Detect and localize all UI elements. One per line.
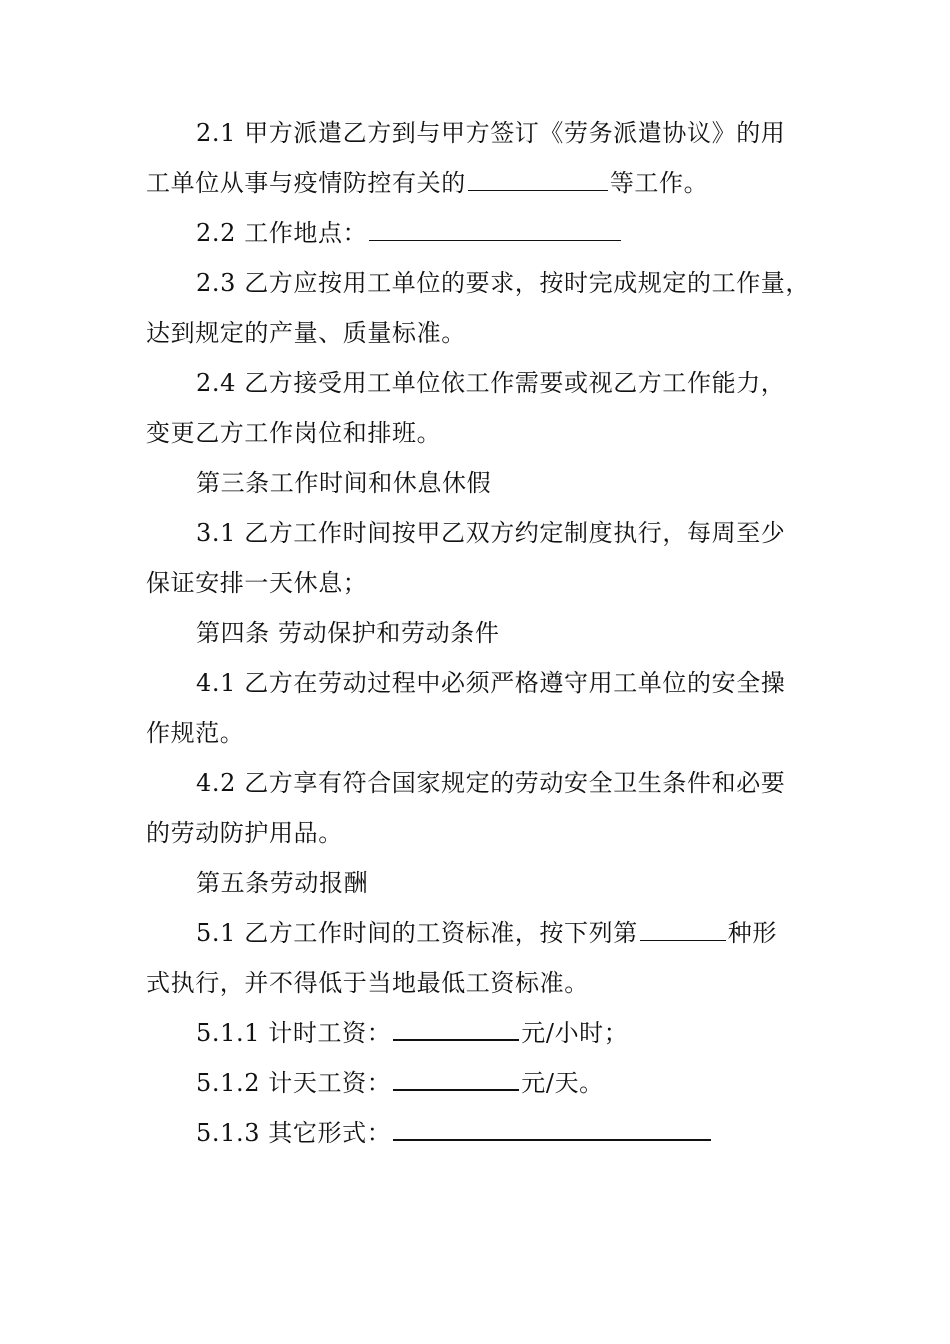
work-location-blank[interactable] [369,220,621,241]
clause-4-2-line-1 [196,768,785,798]
clause-4-2-line-2 [146,818,343,848]
text: 5.1.3 其它形式： [196,1119,392,1147]
text: 2.3 乙方应按用工单位的要求，按时完成规定的工作量， [196,269,810,297]
text: 式执行，并不得低于当地最低工资标准。 [146,969,589,997]
text: 2.2 工作地点： [196,219,368,247]
text: 3.1 乙方工作时间按甲乙双方约定制度执行，每周至少 [196,519,786,547]
text: 第四条 劳动保护和劳动条件 [196,619,500,647]
clause-4-1-line-1 [196,668,785,698]
clause-5-1-3 [196,1118,713,1148]
text: 第五条劳动报酬 [196,869,369,897]
pay-form-choice-blank[interactable] [640,920,726,941]
text: 5.1.1 计时工资： [196,1019,392,1047]
text: 2.1 甲方派遣乙方到与甲方签订《劳务派遣协议》的用 [196,119,786,147]
text: 第三条工作时间和休息休假 [196,469,492,497]
text: 5.1.2 计天工资： [196,1069,392,1097]
hourly-wage-blank[interactable] [393,1019,519,1041]
daily-wage-blank[interactable] [393,1069,519,1091]
text: 种形 [727,919,777,947]
text: 元/天。 [521,1069,604,1097]
text: 保证安排一天休息； [146,569,368,597]
clause-3-1-line-2 [146,568,367,598]
text: 2.4 乙方接受用工单位依工作需要或视乙方工作能力， [196,369,786,397]
text: 元/小时； [521,1019,629,1047]
clause-2-3-line-1 [196,268,810,298]
other-form-blank[interactable] [393,1119,711,1141]
text: 等工作。 [609,169,709,197]
text: 5.1 乙方工作时间的工资标准，按下列第 [196,919,638,947]
clause-2-3-line-2 [146,318,466,348]
text: 达到规定的产量、质量标准。 [146,319,466,347]
text: 工单位从事与疫情防控有关的 [146,169,466,197]
clause-5-1-1 [196,1018,628,1048]
clause-2-1-line-2 [146,168,708,198]
clause-2-4-line-2 [146,418,441,448]
text: 4.2 乙方享有符合国家规定的劳动安全卫生条件和必要 [196,769,786,797]
clause-4-1-line-2 [146,718,244,748]
text: 的劳动防护用品。 [146,819,343,847]
article-3-heading [196,468,491,498]
clause-2-2 [196,218,623,248]
clause-5-1-line-2 [146,968,589,998]
clause-2-1-line-1 [196,118,785,148]
text: 作规范。 [146,719,245,747]
clause-5-1-line-1 [196,918,777,948]
text: 4.1 乙方在劳动过程中必须严格遵守用工单位的安全操 [196,669,786,697]
text: 变更乙方工作岗位和排班。 [146,419,442,447]
article-4-heading [196,618,499,648]
work-content-blank[interactable] [468,170,608,191]
clause-2-4-line-1 [196,368,785,398]
clause-5-1-2 [196,1068,604,1098]
article-5-heading [196,868,368,898]
clause-3-1-line-1 [196,518,785,548]
